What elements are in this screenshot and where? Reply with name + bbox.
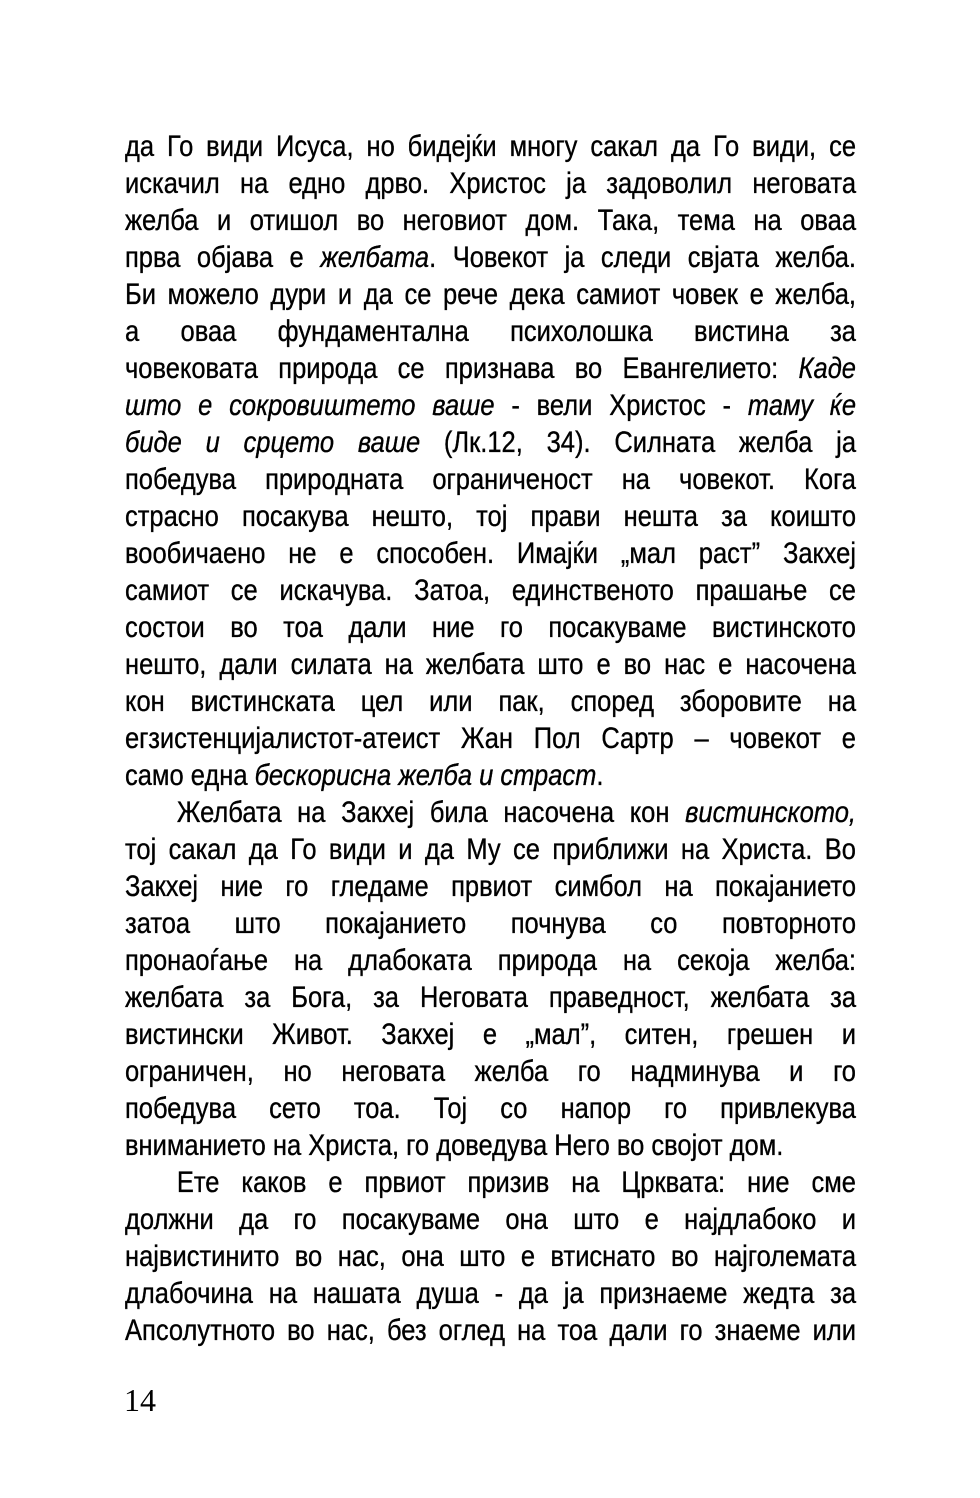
text-line: [125, 313, 856, 350]
text-segment: страсно посакува нешто, тој прави нешта за коишто: [125, 500, 856, 533]
text-line: [125, 350, 856, 387]
text-line: [125, 1201, 856, 1238]
text-segment: желбата за Бога, за Неговата праведност, желбата за: [125, 981, 856, 1014]
text-segment: самиот се искачува. Затоа, единственото прашање се: [125, 574, 856, 607]
text-line: [125, 202, 856, 239]
text-line: [125, 239, 856, 276]
text-line: [125, 1016, 856, 1053]
text-line: [125, 757, 856, 794]
text-line: [125, 387, 856, 424]
italic-text-segment: биде и срцето ваше: [125, 426, 421, 459]
text-segment: победува природната ограниченост на човекот. Кога: [125, 463, 856, 496]
italic-text-segment: желбата: [320, 241, 430, 274]
text-line: [125, 609, 856, 646]
text-segment: . Човекот ја следи свјата желба.: [429, 241, 857, 274]
italic-text-segment: што е сокровиштето ваше: [125, 389, 495, 422]
text-line: [125, 1053, 856, 1090]
text-line: [125, 1127, 856, 1164]
text-line: [125, 461, 856, 498]
text-line: [125, 942, 856, 979]
text-segment: - вели Христос -: [494, 389, 748, 422]
text-line: [125, 572, 856, 609]
text-line: [125, 165, 856, 202]
text-segment: победува сето тоа. Тој со напор го привлекува: [125, 1092, 856, 1125]
text-line: [125, 1238, 856, 1275]
text-segment: тој сакал да Го види и да Му се приближи на Христа. Во: [125, 833, 856, 866]
italic-text-segment: вистинското,: [685, 796, 856, 829]
text-line: [125, 646, 856, 683]
text-segment: а оваа фундаментална психолошка вистина за: [125, 315, 856, 348]
text-segment: Апсолутното во нас, без оглед на тоа дали го знаеме или: [125, 1314, 856, 1347]
text-line: [125, 1164, 856, 1201]
text-line: [125, 1090, 856, 1127]
text-segment: .: [596, 759, 604, 792]
text-segment: Закхеј ние го гледаме првиот симбол на покајанието: [125, 870, 856, 903]
text-line: [125, 1275, 856, 1312]
text-segment: длабочина на нашата душа - да ја признаеме жедта за: [125, 1277, 856, 1310]
text-segment: вообичаено не е способен. Имајќи „мал раст” Закхеј: [125, 537, 856, 570]
text-segment: егзистенцијалистот-атеист Жан Пол Сартр – човекот е: [125, 722, 856, 755]
text-line: [125, 868, 856, 905]
text-segment: должни да го посакуваме она што е најдлабоко и: [125, 1203, 856, 1236]
text-line: [125, 276, 856, 313]
italic-text-segment: бескорисна желба и страст: [254, 759, 597, 792]
text-segment: Желбата на Закхеј била насочена кон: [176, 796, 686, 829]
text-segment: прва објава е: [125, 241, 321, 274]
text-line: [125, 720, 856, 757]
italic-text-segment: Каде: [798, 352, 856, 385]
text-line: [125, 979, 856, 1016]
text-line: [125, 794, 856, 831]
text-segment: вистински Живот. Закхеј е „мал”, ситен, грешен и: [125, 1018, 856, 1051]
text-segment: искачил на едно дрво. Христос ја задоволил неговата: [125, 167, 856, 200]
text-segment: да Го види Исуса, но бидејќи многу сакал да Го види, се: [125, 130, 856, 163]
text-line: [125, 905, 856, 942]
text-segment: затоа што покајанието почнува со повторното: [125, 907, 856, 940]
text-line: [125, 1312, 856, 1349]
text-segment: пронаоѓање на длабоката природа на секоја желба:: [125, 944, 856, 977]
text-segment: (Лк.12, 34). Силната желба ја: [420, 426, 857, 459]
text-segment: Би можело дури и да се рече дека самиот човек е желба,: [125, 278, 856, 311]
text-line: [125, 128, 856, 165]
page-number: 14: [124, 1382, 156, 1418]
italic-text-segment: таму ќе: [747, 389, 857, 422]
text-line: [125, 424, 856, 461]
text-segment: нешто, дали силата на желбата што е во нас е насочена: [125, 648, 856, 681]
text-segment: Ете каков е првиот призив на Црквата: ние сме: [176, 1166, 857, 1199]
text-segment: човековата природа се признава во Евангелието:: [125, 352, 799, 385]
text-segment: желба и отишол во неговиот дом. Така, тема на оваа: [125, 204, 856, 237]
text-segment: највистинито во нас, она што е втиснато во најголемата: [125, 1240, 856, 1273]
text-line: [125, 831, 856, 868]
text-segment: вниманието на Христа, го доведува Него во својот дом.: [125, 1129, 784, 1162]
text-segment: состои во тоа дали ние го посакуваме вистинското: [125, 611, 856, 644]
text-segment: само една: [125, 759, 255, 792]
text-segment: ограничен, но неговата желба го надминува и го: [125, 1055, 856, 1088]
text-line: [125, 498, 856, 535]
text-segment: кон вистинската цел или пак, според зборовите на: [125, 685, 856, 718]
text-line: [125, 535, 856, 572]
text-line: [125, 683, 856, 720]
text-block: [125, 128, 856, 1349]
